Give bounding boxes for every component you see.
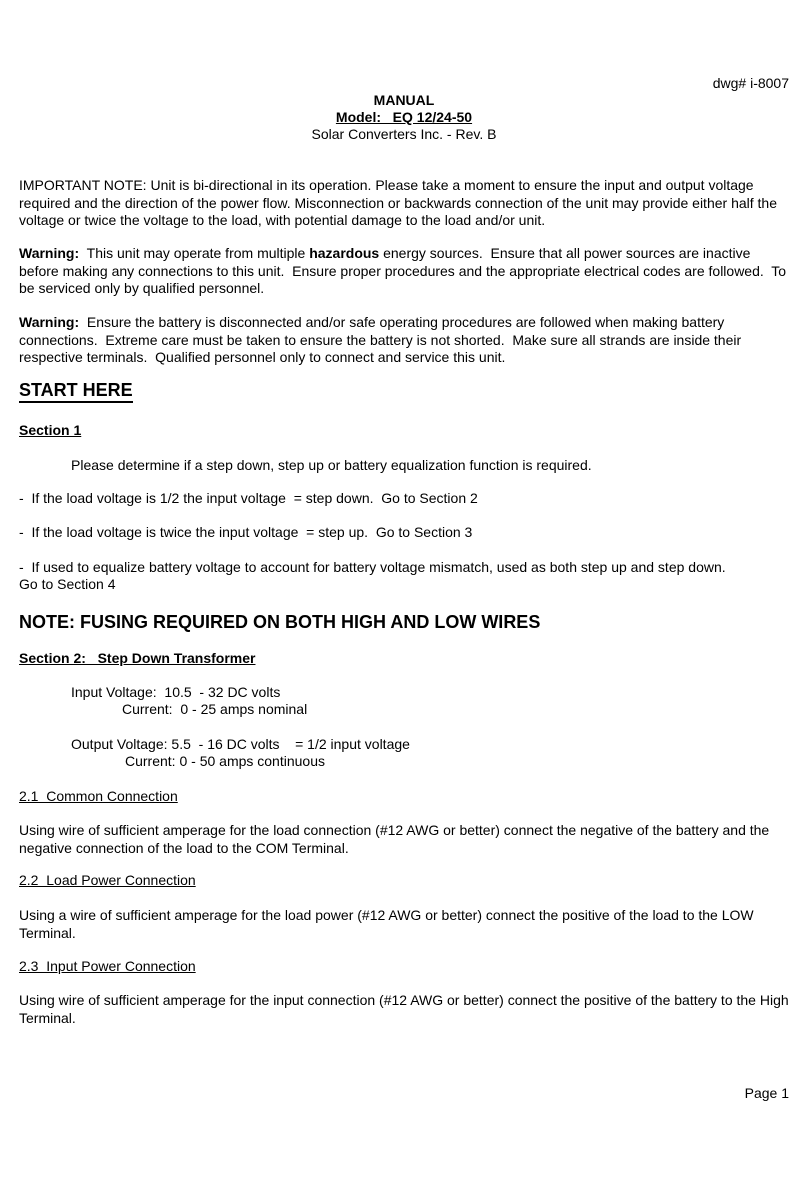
warning-text-b: energy sources. Ensure that all power sources are inactive before making any connections to this unit. Ensure proper procedures and the appropriate electrical codes are followed. To be serviced only by qualified personnel. bbox=[19, 245, 790, 296]
section-2-3-title: 2.3 Input Power Connection bbox=[19, 958, 196, 974]
fusing-note: NOTE: FUSING REQUIRED ON BOTH HIGH AND LOW WIRES bbox=[19, 612, 541, 632]
section1-option-step-up: - If the load voltage is twice the input voltage = step up. Go to Section 3 bbox=[19, 524, 473, 540]
section-2-1-title: 2.1 Common Connection bbox=[19, 788, 178, 804]
section-2-1-text: Using wire of sufficient amperage for the load connection (#12 AWG or better) connect the negative of the battery and the negative connection of the load to the COM Terminal. bbox=[19, 822, 770, 856]
warning-label: Warning: bbox=[19, 245, 80, 261]
section-2-2-title: 2.2 Load Power Connection bbox=[19, 872, 196, 888]
section1-intro: Please determine if a step down, step up or battery equalization function is required. bbox=[71, 457, 592, 473]
section1-title: Section 1 bbox=[19, 422, 82, 438]
section-2-3-text: Using wire of sufficient amperage for the input connection (#12 AWG or better) connect the positive of the battery to the High Terminal. bbox=[19, 992, 789, 1026]
section1-option-step-down: - If the load voltage is 1/2 the input voltage = step down. Go to Section 2 bbox=[19, 490, 478, 506]
model-line bbox=[0, 109, 808, 125]
warning-text-a: This unit may operate from multiple bbox=[79, 245, 310, 261]
warning-battery bbox=[19, 314, 789, 367]
company-line: Solar Converters Inc. - Rev. B bbox=[311, 126, 497, 142]
section1-option-equalize-goto: Go to Section 4 bbox=[19, 576, 116, 592]
page-number: Page 1 bbox=[744, 1085, 789, 1101]
start-here-heading: START HERE bbox=[19, 380, 133, 403]
section2-title: Section 2: Step Down Transformer bbox=[19, 650, 256, 666]
output-voltage: Output Voltage: 5.5 - 16 DC volts = 1/2 input voltage bbox=[71, 736, 410, 752]
section1-option-equalize: - If used to equalize battery voltage to account for battery voltage mismatch, used as both step up and step down. bbox=[19, 559, 726, 575]
warning-label: Warning: bbox=[19, 314, 80, 330]
input-voltage: Input Voltage: 10.5 - 32 DC volts bbox=[71, 684, 281, 700]
drawing-number: dwg# i-8007 bbox=[712, 75, 789, 91]
manual-title: MANUAL bbox=[373, 92, 435, 108]
section-2-2-text: Using a wire of sufficient amperage for the load power (#12 AWG or better) connect the positive of the load to the LOW Terminal. bbox=[19, 907, 754, 941]
warning-battery-text: Ensure the battery is disconnected and/or safe operating procedures are followed when making battery connections. Extreme care must be taken to ensure the battery is not shorted. Make sure all strands are inside their respective terminals. Qualified personnel only to connect and service this unit. bbox=[19, 314, 746, 365]
model-label: Model: EQ 12/24-50 bbox=[335, 109, 473, 125]
important-note: IMPORTANT NOTE: Unit is bi-directional in its operation. Please take a moment to ensure the input and output voltage required and the direction of the power flow. Misconnection or backwards connection of the unit may provide either half the voltage or twice the voltage to the load, with potential damage to the load and/or unit. bbox=[19, 177, 777, 228]
warning-hazardous bbox=[19, 245, 789, 298]
hazardous-word: hazardous bbox=[309, 245, 380, 261]
output-current: Current: 0 - 50 amps continuous bbox=[125, 753, 325, 769]
input-current: Current: 0 - 25 amps nominal bbox=[122, 701, 308, 717]
